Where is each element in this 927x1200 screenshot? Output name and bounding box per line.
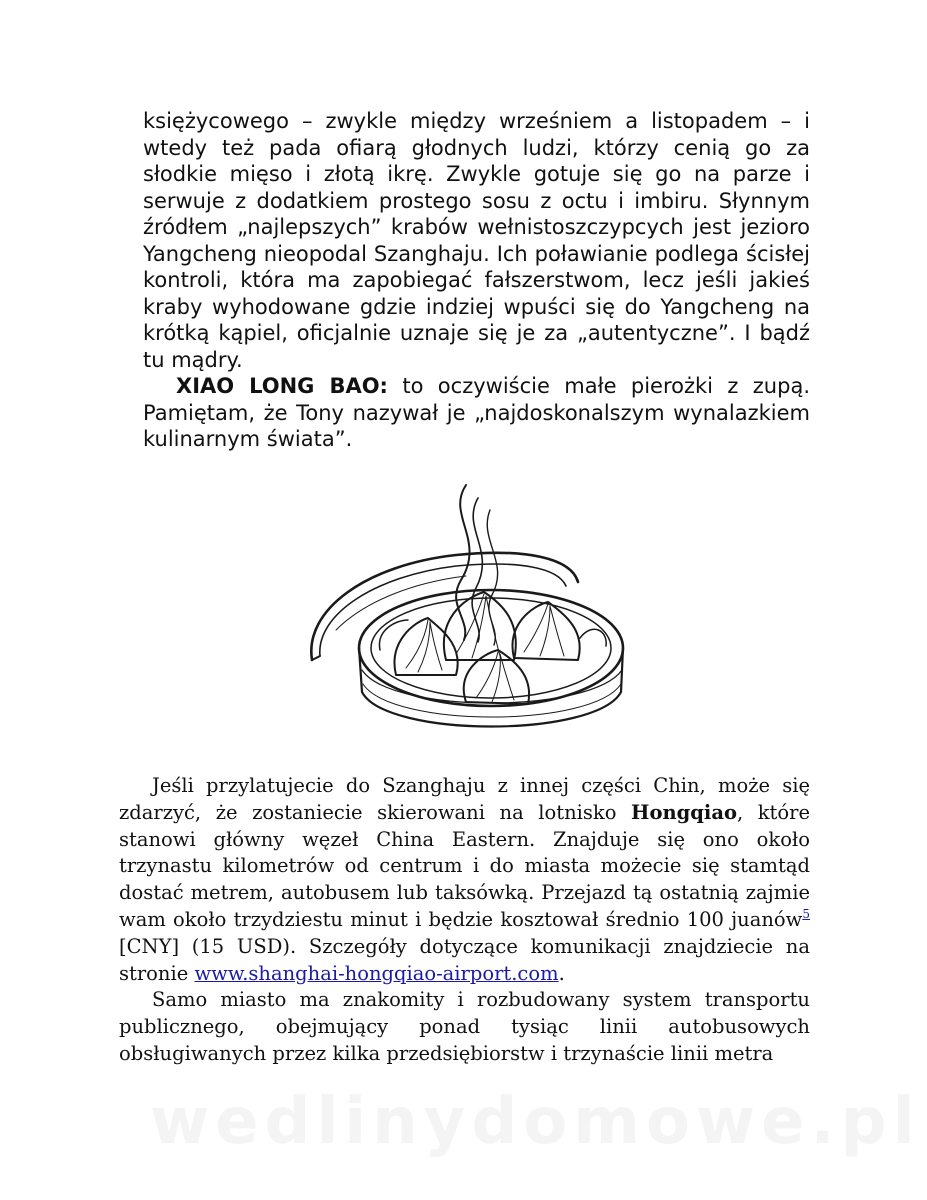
- paragraph-xiao-long-bao: [143, 373, 810, 453]
- paragraph-transport: Samo miasto ma znakomity i rozbudowany system transportu publicznego, obejmujący ponad tysiąc linii autobusowych obsługiwanych przez kilka przedsiębiorstw i trzynaście linii metra: [119, 988, 810, 1065]
- hongqiao-text-d: .: [558, 961, 565, 985]
- paragraph-hongqiao: [119, 773, 810, 987]
- xiao-long-bao-text: to oczywiście małe pierożki z zupą. Pamiętam, że Tony nazywał je „najdoskonalszym wynalazkiem kulinarnym świata”.: [143, 374, 810, 451]
- airport-website-link[interactable]: www.shanghai-hongqiao-airport.com: [194, 961, 559, 985]
- watermark: wedlinydomowe.pl: [150, 1085, 921, 1159]
- hongqiao-text-a: Jeśli przylatujecie do Szanghaju z innej części Chin, może się zdarzyć, że zostaniecie skierowani na lotnisko: [119, 774, 810, 824]
- term-xiao-long-bao: XIAO LONG BAO:: [176, 374, 388, 398]
- paragraph-crab: księżycowego – zwykle między wrześniem a listopadem – i wtedy też pada ofiarą głodnych ludzi, którzy cenią go za słodkie mięso i złotą ikrę. Zwykle gotuje się go na parze i serwuje z dodatkiem prostego sosu z octu i imbiru. Słynnym źródłem „najlepszych” krabów wełnistoszczypcych jest jezioro Yangcheng nieopodal Szanghaju. Ich poławianie podlega ścisłej kontroli, która ma zapobiegać fałszerstwom, lecz jeśli jakieś kraby wyhodowane gdzie indziej wpuści się do Yangcheng na krótką kąpiel, oficjalnie uznaje się je za „autentyczne”. I bądź tu mądry.: [143, 109, 810, 372]
- hongqiao-text-c: [CNY] (15 USD). Szczegóły dotyczące komunikacji znajdziecie na stronie: [119, 934, 810, 985]
- hongqiao-text-b: , które stanowi główny węzeł China Eastern. Znajduje się ono około trzynastu kilometrów od centrum i do miasta możecie się stamtąd dostać metrem, autobusem lub taksówką. Przejazd tą ostatnią zajmie wam około trzydziestu minut i będzie kosztował średnio 100 juanów: [119, 800, 810, 931]
- footnote-link[interactable]: 5: [802, 906, 810, 921]
- top-text-block: [143, 108, 810, 453]
- term-hongqiao: Hongqiao: [631, 800, 737, 824]
- footnote-ref: [802, 907, 810, 921]
- dumpling-steamer-illustration: [296, 470, 636, 760]
- bottom-text-block: [119, 773, 810, 1068]
